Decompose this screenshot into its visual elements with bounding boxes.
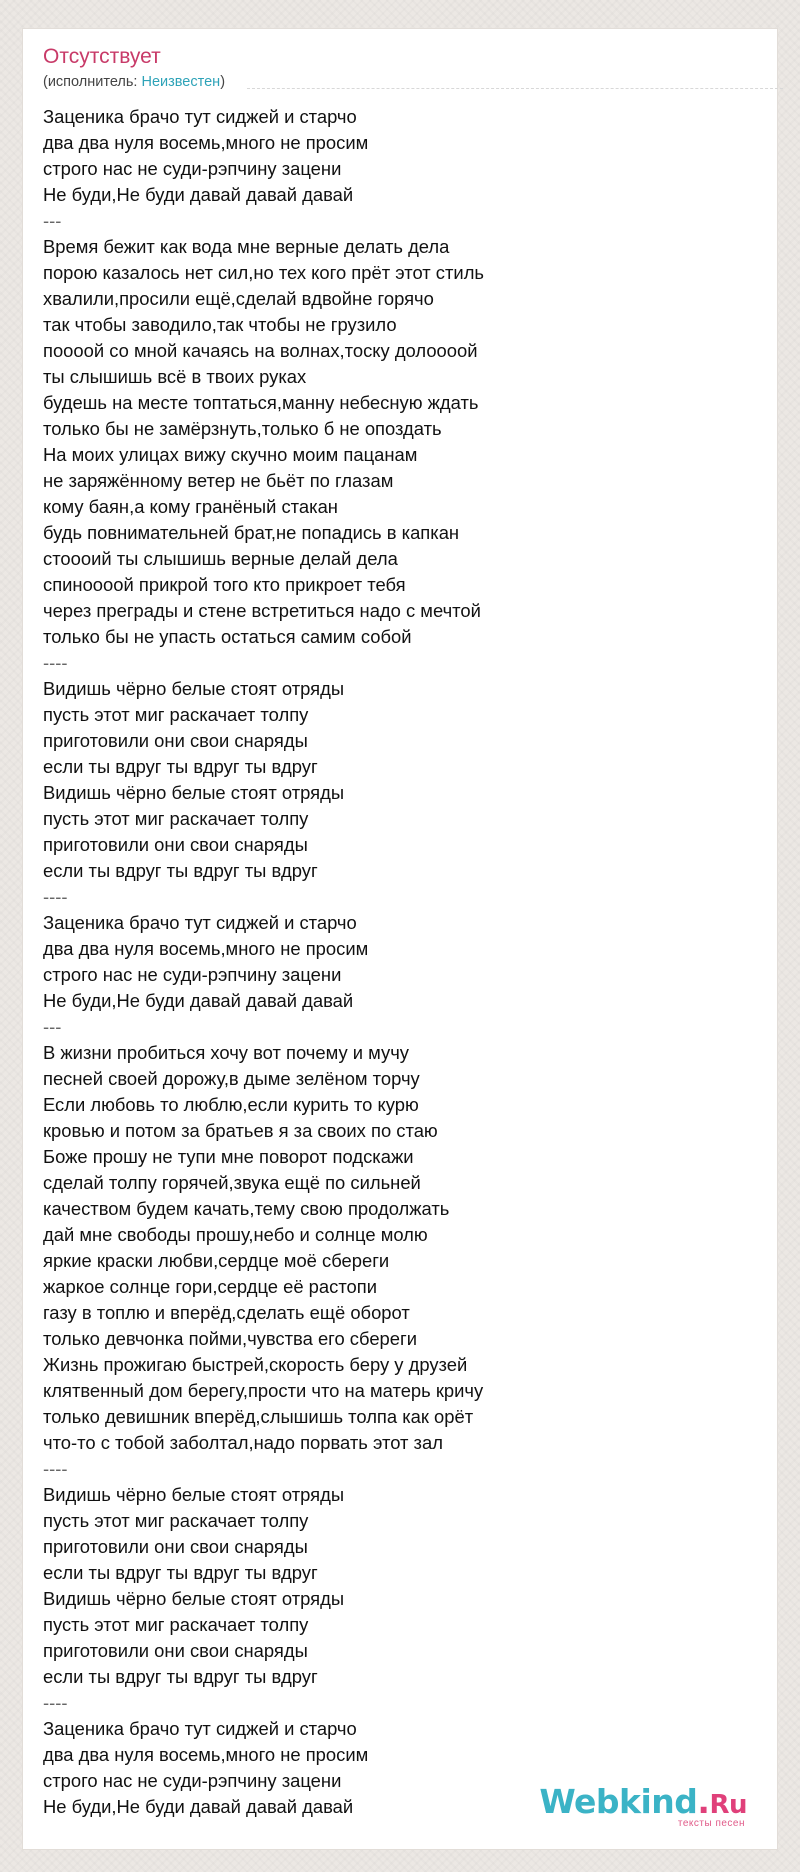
song-title: Отсутствует xyxy=(43,45,161,68)
lyrics-line: пусть этот миг раскачает толпу xyxy=(43,808,309,829)
lyrics-line: жаркое солнце гори,сердце её растопи xyxy=(43,1276,378,1297)
lyrics-line: Не буди,Не буди давай давай давай xyxy=(43,184,354,205)
lyrics-line: пусть этот миг раскачает толпу xyxy=(43,1510,309,1531)
lyrics-line: Если любовь то люблю,если курить то курю xyxy=(43,1094,419,1115)
lyrics-line: только бы не замёрзнуть,только б не опоздать xyxy=(43,418,442,439)
lyrics-line: приготовили они свои снаряды xyxy=(43,1640,308,1661)
lyrics-line: ты слышишь всё в твоих руках xyxy=(43,366,307,387)
lyrics-line: дай мне свободы прошу,небо и солнце молю xyxy=(43,1224,428,1245)
lyrics-line: Заценика брачо тут сиджей и старчо xyxy=(43,912,357,933)
lyrics-line: Не буди,Не буди давай давай давай xyxy=(43,1796,354,1817)
performer-suffix: ) xyxy=(220,74,226,90)
lyrics-line: яркие краски любви,сердце моё сбереги xyxy=(43,1250,390,1271)
lyrics-line: Видишь чёрно белые стоят отряды xyxy=(43,1588,345,1609)
performer-link[interactable]: Неизвестен xyxy=(141,74,221,90)
lyrics-line: спиноооой прикрой того кто прикроет тебя xyxy=(43,574,406,595)
brand-tagline: тексты песен xyxy=(677,1818,745,1829)
lyrics-line: так чтобы заводило,так чтобы не грузило xyxy=(43,314,397,335)
lyrics-line: что-то с тобой заболтал,надо порвать этот зал xyxy=(43,1432,443,1453)
lyrics-line: приготовили они свои снаряды xyxy=(43,1536,308,1557)
lyrics-line: два два нуля восемь,много не просим xyxy=(43,1744,369,1765)
lyrics-separator: ---- xyxy=(43,1692,68,1713)
lyrics-line: будешь на месте топтаться,манну небесную ждать xyxy=(43,392,479,413)
lyrics-line: сделай толпу горячей,звука ещё по сильней xyxy=(43,1172,421,1193)
lyrics-line: только бы не упасть остаться самим собой xyxy=(43,626,412,647)
lyrics-line: На моих улицах вижу скучно моим пацанам xyxy=(43,444,418,465)
title-divider xyxy=(247,88,783,89)
lyrics-line: строго нас не суди-рэпчину зацени xyxy=(43,158,342,179)
lyrics-line: Заценика брачо тут сиджей и старчо xyxy=(43,1718,357,1739)
lyrics-line: Боже прошу не тупи мне поворот подскажи xyxy=(43,1146,414,1167)
lyrics-separator: --- xyxy=(43,1016,62,1037)
lyrics-line: не заряжённому ветер не бьёт по глазам xyxy=(43,470,394,491)
brand-wordmark xyxy=(539,1782,747,1821)
lyrics-line: если ты вдруг ты вдруг ты вдруг xyxy=(43,756,318,777)
lyrics-line: В жизни пробиться хочу вот почему и мучу xyxy=(43,1042,409,1063)
lyrics-line: будь повнимательней брат,не попадись в капкан xyxy=(43,522,460,543)
lyrics-line: Заценика брачо тут сиджей и старчо xyxy=(43,106,357,127)
lyrics-separator: ---- xyxy=(43,652,68,673)
lyrics-line: хвалили,просили ещё,сделай вдвойне горячо xyxy=(43,288,434,309)
lyrics-separator: --- xyxy=(43,210,62,231)
lyrics-line: газу в топлю и вперёд,сделать ещё оборот xyxy=(43,1302,410,1323)
lyrics-line: приготовили они свои снаряды xyxy=(43,834,308,855)
lyrics-line: клятвенный дом берегу,прости что на матерь кричу xyxy=(43,1380,484,1401)
lyrics-line: только девишник вперёд,слышишь толпа как орёт xyxy=(43,1406,474,1427)
lyrics-line: кому баян,а кому гранёный стакан xyxy=(43,496,338,517)
lyrics-line: Видишь чёрно белые стоят отряды xyxy=(43,678,345,699)
lyrics-line: если ты вдруг ты вдруг ты вдруг xyxy=(43,1666,318,1687)
lyrics-line: Время бежит как вода мне верные делать дела xyxy=(43,236,450,257)
lyrics-line: через преграды и стене встретиться надо с мечтой xyxy=(43,600,481,621)
brand-name: Webkind xyxy=(539,1782,698,1821)
performer-line xyxy=(43,73,225,91)
lyrics-line: Не буди,Не буди давай давай давай xyxy=(43,990,354,1011)
brand-tld: Ru xyxy=(709,1790,747,1820)
performer-prefix: (исполнитель: xyxy=(43,74,142,90)
lyrics-line: пусть этот миг раскачает толпу xyxy=(43,1614,309,1635)
lyrics-line: стоооий ты слышишь верные делай дела xyxy=(43,548,398,569)
lyrics-line: два два нуля восемь,много не просим xyxy=(43,938,369,959)
lyrics-line: только девчонка пойми,чувства его сбереги xyxy=(43,1328,417,1349)
lyrics-text xyxy=(43,104,484,1820)
lyrics-line: строго нас не суди-рэпчину зацени xyxy=(43,1770,342,1791)
lyrics-line: если ты вдруг ты вдруг ты вдруг xyxy=(43,860,318,881)
webkind-logo[interactable] xyxy=(539,1782,747,1829)
lyrics-line: приготовили они свои снаряды xyxy=(43,730,308,751)
lyrics-card xyxy=(22,28,778,1850)
lyrics-line: строго нас не суди-рэпчину зацени xyxy=(43,964,342,985)
lyrics-line: поооой со мной качаясь на волнах,тоску долоооой xyxy=(43,340,478,361)
lyrics-line: песней своей дорожу,в дыме зелёном торчу xyxy=(43,1068,420,1089)
lyrics-line: пусть этот миг раскачает толпу xyxy=(43,704,309,725)
lyrics-line: порою казалось нет сил,но тех кого прёт этот стиль xyxy=(43,262,485,283)
lyrics-line: если ты вдруг ты вдруг ты вдруг xyxy=(43,1562,318,1583)
lyrics-line: кровью и потом за братьев я за своих по стаю xyxy=(43,1120,438,1141)
lyrics-line: качеством будем качать,тему свою продолжать xyxy=(43,1198,450,1219)
lyrics-line: два два нуля восемь,много не просим xyxy=(43,132,369,153)
lyrics-line: Жизнь прожигаю быстрей,скорость беру у друзей xyxy=(43,1354,468,1375)
lyrics-line: Видишь чёрно белые стоят отряды xyxy=(43,1484,345,1505)
brand-dot: . xyxy=(697,1782,710,1821)
lyrics-separator: ---- xyxy=(43,1458,68,1479)
lyrics-line: Видишь чёрно белые стоят отряды xyxy=(43,782,345,803)
lyrics-separator: ---- xyxy=(43,886,68,907)
